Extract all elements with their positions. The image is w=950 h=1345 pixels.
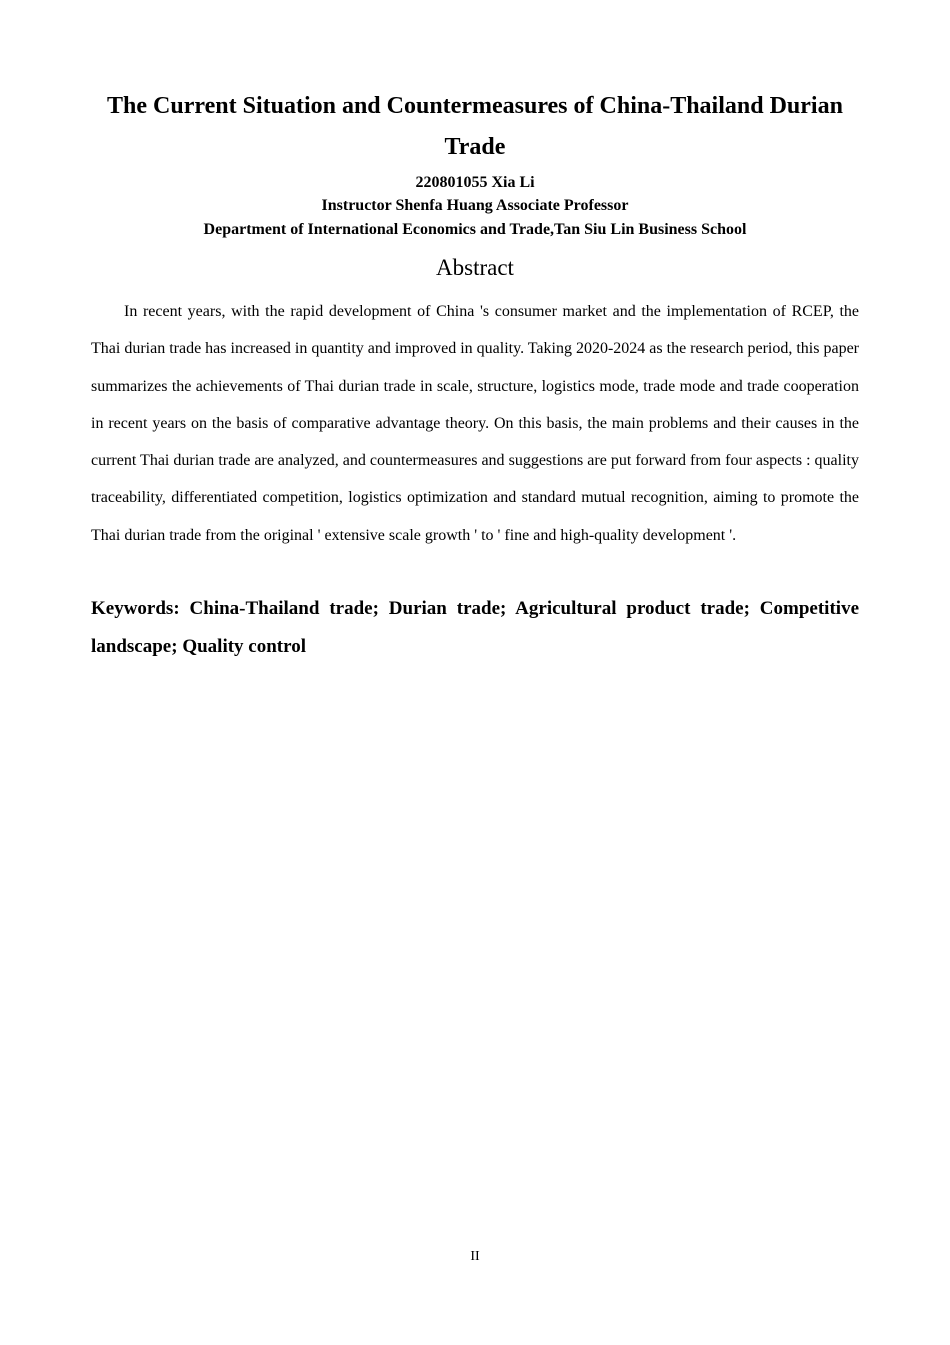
page-number: II bbox=[470, 1249, 480, 1264]
instructor-info: Instructor Shenfa Huang Associate Professor bbox=[321, 197, 629, 214]
keywords-line: Keywords: China-Thailand trade; Durian trade; Agricultural product trade; Competitive landscape; Quality control bbox=[91, 598, 859, 657]
abstract-paragraph: In recent years, with the rapid development of China 's consumer market and the implementation of RCEP, the Thai durian trade has increased in quantity and improved in quality. Taking 2020-2024 as the research period, this paper summarizes the achievements of Thai durian trade in scale, structure, logistics mode, trade mode and trade cooperation in recent years on the basis of comparative advantage theory. On this basis, the main problems and their causes in the current Thai durian trade are analyzed, and countermeasures and suggestions are put forward from four aspects : quality traceability, differentiated competition, logistics optimization and standard mutual recognition, aiming to promote the Thai durian trade from the original ' extensive scale growth ' to ' fine and high-quality development '. bbox=[91, 303, 859, 544]
paper-title: The Current Situation and Countermeasures of China-Thailand Durian Trade bbox=[107, 93, 843, 160]
abstract-heading: Abstract bbox=[436, 255, 514, 280]
student-info: 220801055 Xia Li bbox=[415, 174, 535, 191]
department-info: Department of International Economics and Trade,Tan Siu Lin Business School bbox=[203, 221, 747, 238]
